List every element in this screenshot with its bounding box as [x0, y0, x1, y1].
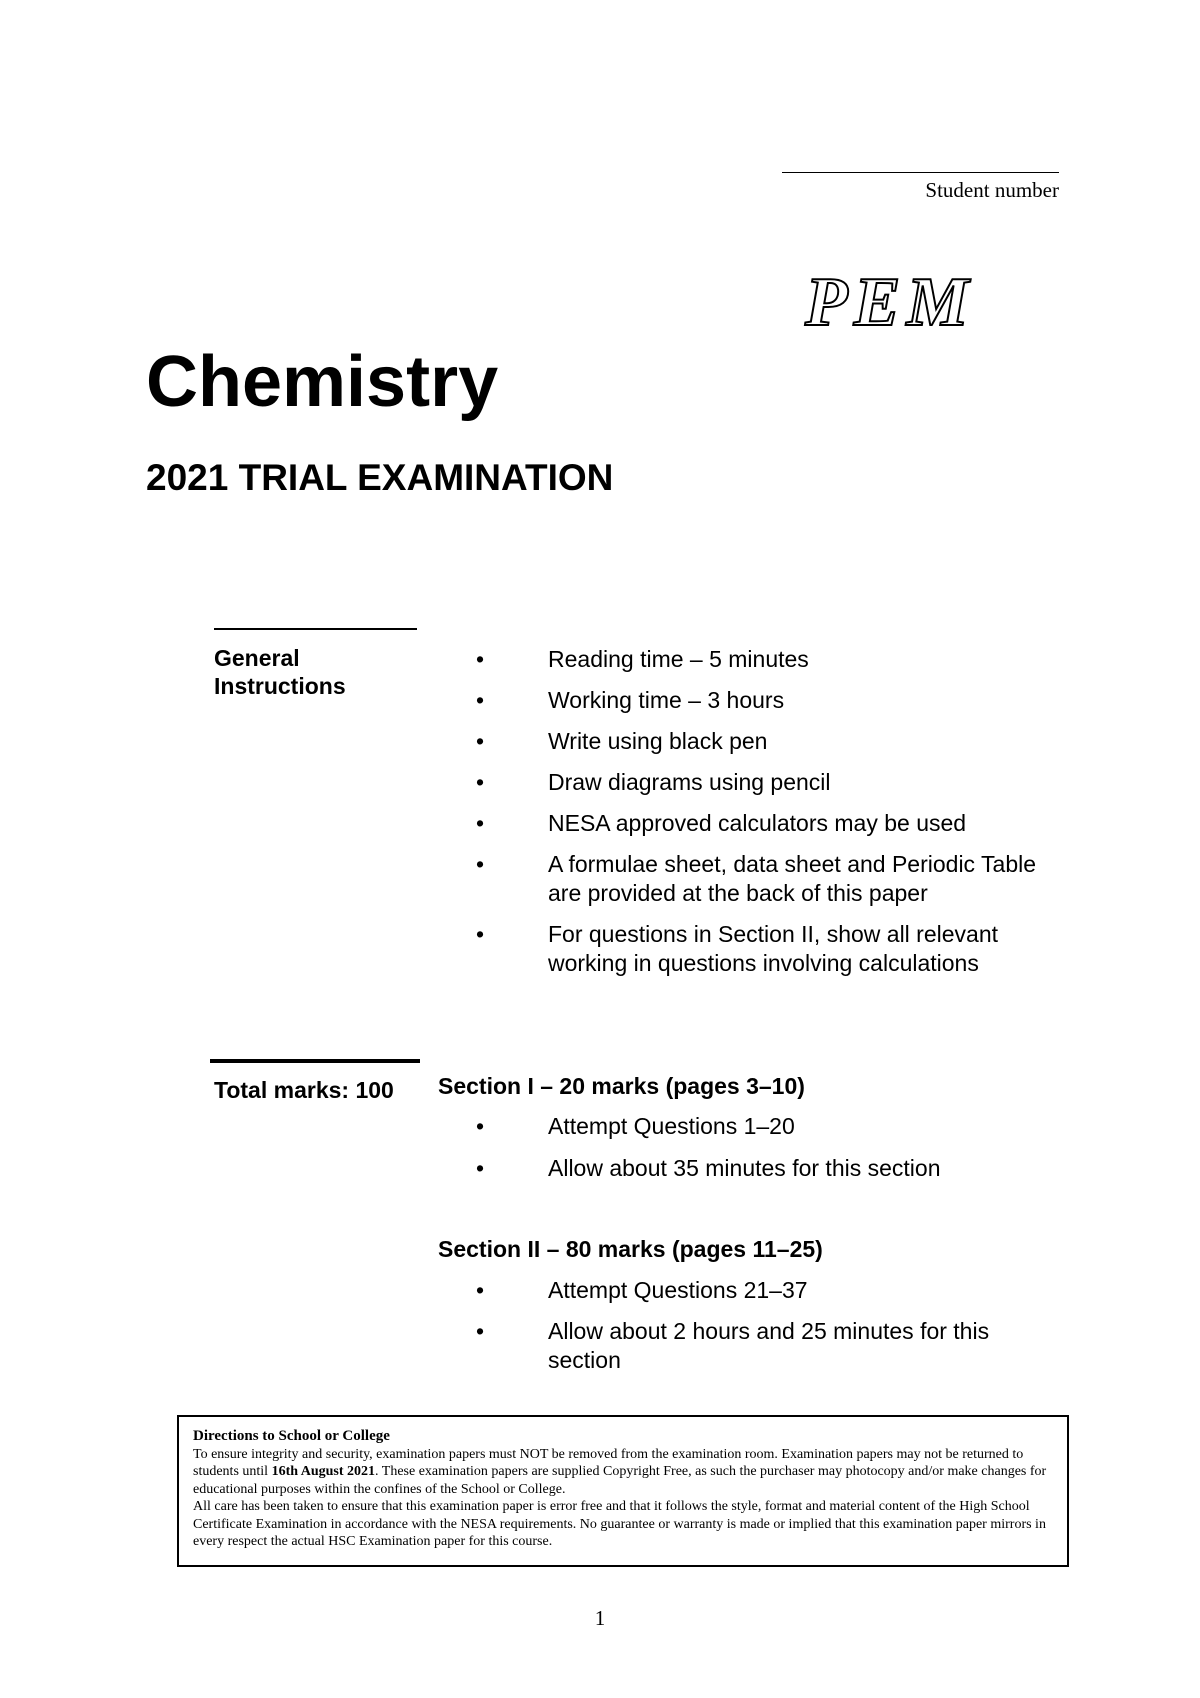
- general-instructions-rule: [214, 628, 417, 630]
- instruction-item: • NESA approved calculators may be used: [476, 809, 1056, 838]
- student-number-line: [782, 172, 1059, 173]
- instruction-item: • For questions in Section II, show all relevant working in questions involving calculations: [476, 920, 1056, 978]
- general-instructions-list: [476, 645, 1056, 990]
- section-1-item: • Attempt Questions 1–20: [476, 1112, 1036, 1141]
- section-2-name: Section II: [438, 1236, 541, 1262]
- instruction-item: • Reading time – 5 minutes: [476, 645, 1056, 674]
- section-2-list: [476, 1276, 1036, 1387]
- exam-subtitle: 2021 TRIAL EXAMINATION: [146, 457, 614, 498]
- directions-heading: Directions to School or College: [193, 1428, 390, 1444]
- section-2-item: • Attempt Questions 21–37: [476, 1276, 1036, 1305]
- total-marks-rule: [210, 1059, 420, 1063]
- directions-paragraph-1: [193, 1446, 1053, 1499]
- section-1-name: Section I: [438, 1073, 534, 1099]
- section-1-details: – 20 marks (pages 3–10): [533, 1073, 805, 1099]
- section-1-list: [476, 1112, 1036, 1196]
- section-2-details: – 80 marks (pages 11–25): [540, 1236, 823, 1262]
- instruction-item: • Draw diagrams using pencil: [476, 768, 1056, 797]
- pem-logo: PEM: [805, 264, 975, 341]
- section-1-heading: [438, 1073, 805, 1100]
- student-number-label: Student number: [925, 178, 1059, 202]
- directions-text: . These examination papers are supplied Copyright Free, as such the purchaser may photocopy and/or make changes for educational purposes within the confines of the School or College.: [193, 1464, 1047, 1497]
- page-number: 1: [594, 1606, 606, 1630]
- total-marks-label: Total marks: 100: [214, 1077, 394, 1103]
- directions-date: 16th August 2021: [271, 1464, 376, 1479]
- instruction-item: • Working time – 3 hours: [476, 686, 1056, 715]
- instruction-item: • Write using black pen: [476, 727, 1056, 756]
- directions-paragraph-2: All care has been taken to ensure that this examination paper is error free and that it follows the style, format and material content of the High School Certificate Examination in accordance with the NESA requirements. No guarantee or warranty is made or implied that this examination paper mirrors in every respect the actual HSC Examination paper for this course.: [193, 1499, 1046, 1549]
- instruction-item: • A formulae sheet, data sheet and Periodic Table are provided at the back of this paper: [476, 850, 1056, 908]
- exam-title: Chemistry: [146, 342, 499, 422]
- directions-text: To ensure integrity and security, examination papers must NOT be removed from the examination room. Examination papers may not be returned to students until: [193, 1446, 1024, 1479]
- section-2-item: • Allow about 2 hours and 25 minutes for this section: [476, 1317, 1036, 1375]
- section-1-item: • Allow about 35 minutes for this section: [476, 1154, 1036, 1183]
- section-2-heading: [438, 1236, 823, 1263]
- general-instructions-heading: General Instructions: [214, 645, 346, 699]
- directions-box: [177, 1415, 1069, 1567]
